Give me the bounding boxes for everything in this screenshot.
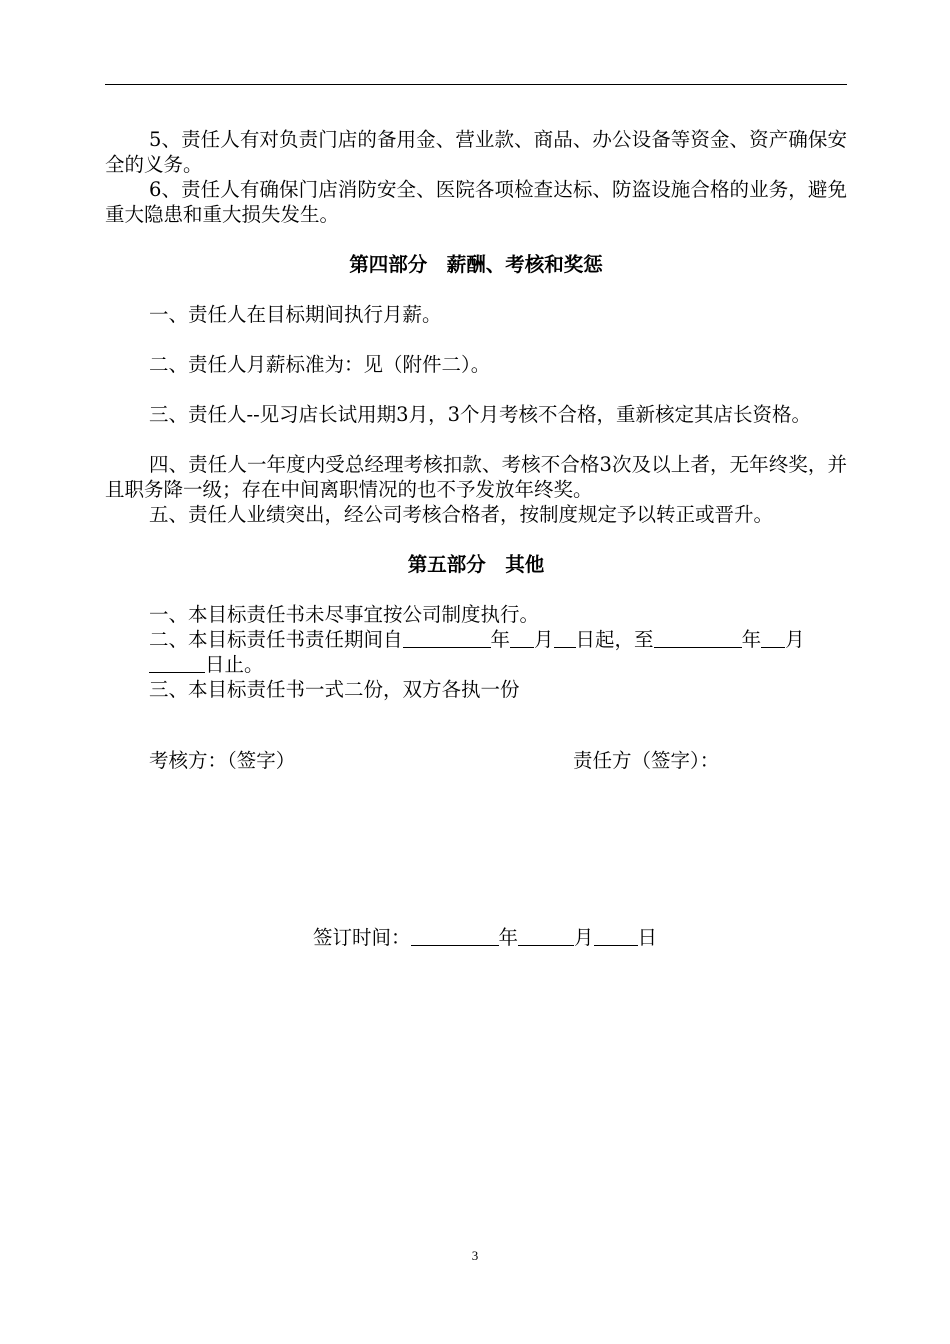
item-5: 5、责任人有对负责门店的备用金、营业款、商品、办公设备等资金、资产确保安全的义务。: [105, 128, 847, 176]
start-day-blank[interactable]: [554, 629, 576, 648]
assessor-signature-label: 考核方：（签字）: [149, 749, 296, 772]
part5-item-2-text-e: 年: [741, 628, 762, 651]
part5-item-2-text-f: 月: [785, 628, 805, 651]
header-rule: [105, 84, 847, 85]
item-6: 6、责任人有确保门店消防安全、医院各项检查达标、防盗设施合格的业务，避免重大隐患和重大损失发生。: [105, 178, 847, 226]
sign-year-blank[interactable]: [411, 927, 499, 946]
part4-item-1: 一、责任人在目标期间执行月薪。: [149, 303, 442, 326]
part4-item-3: 三、责任人--见习店长试用期3月，3个月考核不合格，重新核定其店长资格。: [149, 403, 811, 426]
page-number: 3: [471, 1248, 479, 1263]
part5-item-2-text-d: 日起，至: [575, 628, 654, 651]
sign-date-label: 签订时间：: [313, 926, 411, 949]
part5-item-2: [105, 627, 847, 652]
part4-title: 第四部分 薪酬、考核和奖惩: [349, 253, 603, 276]
part5-item-2-text-c: 月: [534, 628, 554, 651]
part5-item-1: 一、本目标责任书未尽事宜按公司制度执行。: [149, 603, 540, 626]
end-year-blank[interactable]: [654, 629, 742, 648]
sign-month-blank[interactable]: [518, 927, 574, 946]
sign-date-line: [313, 925, 657, 950]
part5-title: 第五部分 其他: [407, 553, 545, 576]
part5-item-2-cont: [105, 652, 847, 677]
sign-month-label: 月: [574, 926, 594, 949]
part5-item-3: 三、本目标责任书一式二份，双方各执一份: [149, 678, 520, 701]
end-month-blank[interactable]: [761, 629, 785, 648]
start-month-blank[interactable]: [510, 629, 534, 648]
part4-item-5: 五、责任人业绩突出，经公司考核合格者，按制度规定予以转正或晋升。: [149, 503, 774, 526]
part4-item-4: 四、责任人一年度内受总经理考核扣款、考核不合格3次及以上者，无年终奖，并且职务降一级；存在中间离职情况的也不予发放年终奖。: [105, 453, 847, 501]
part5-item-2-text-a: 二、本目标责任书责任期间自: [149, 628, 403, 651]
sign-year-label: 年: [498, 926, 519, 949]
sign-day-blank[interactable]: [594, 927, 638, 946]
responsible-signature-label: 责任方（签字）：: [573, 749, 720, 772]
part4-item-2: 二、责任人月薪标准为：见（附件二）。: [149, 353, 491, 376]
part5-item-2-text-b: 年: [490, 628, 511, 651]
sign-day-label: 日: [637, 926, 658, 949]
part5-item-2-text-g: 日止。: [205, 653, 264, 676]
start-year-blank[interactable]: [403, 629, 491, 648]
end-day-blank[interactable]: [149, 654, 205, 673]
